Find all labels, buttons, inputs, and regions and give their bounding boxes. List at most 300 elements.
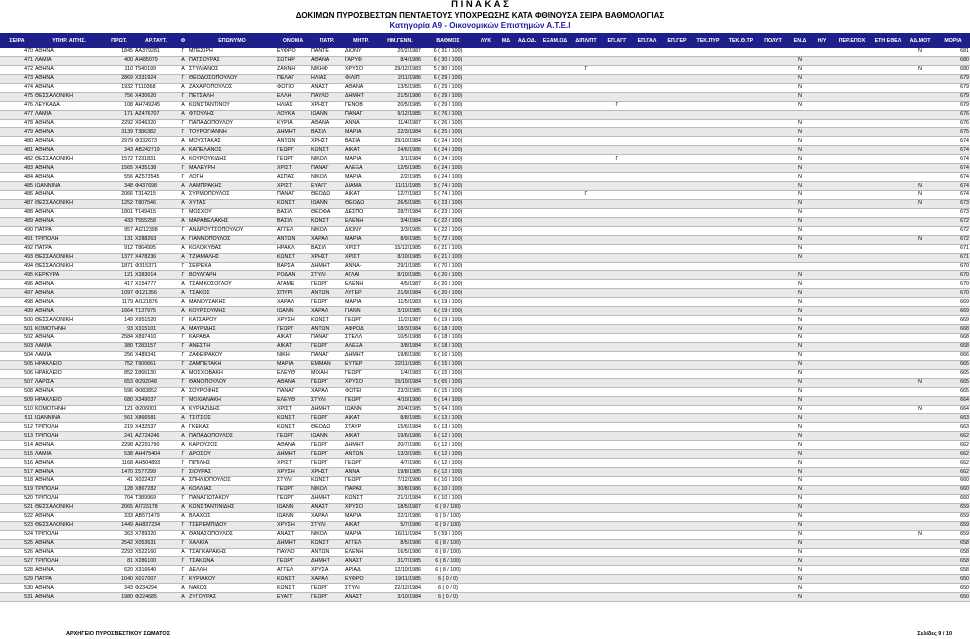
- table-cell: 670: [936, 262, 970, 271]
- table-cell: [498, 557, 514, 566]
- table-cell: 483: [0, 164, 34, 173]
- table-cell: 485: [0, 182, 34, 191]
- table-cell: [498, 173, 514, 182]
- column-header: ΕΠ.ΓΕΡ: [662, 33, 692, 48]
- table-cell: [498, 459, 514, 468]
- table-cell: 673: [936, 199, 970, 208]
- table-cell: 524: [0, 530, 34, 539]
- table-cell: Χ349037: [134, 396, 178, 405]
- table-cell: ΔΙΟΝΥ: [344, 226, 378, 235]
- table-cell: 1932: [104, 83, 134, 92]
- table-cell: 668: [936, 334, 970, 343]
- table-cell: ΑΑ379281: [134, 48, 178, 56]
- table-cell: 2584: [104, 334, 134, 343]
- table-cell: ΠΑΝΑΓΙΩΤΑΚΟΥ: [188, 494, 276, 503]
- table-cell: [724, 575, 758, 584]
- table-cell: [872, 530, 904, 539]
- table-cell: [498, 503, 514, 512]
- table-cell: Α: [178, 199, 188, 208]
- table-cell: Ν: [788, 155, 812, 164]
- table-cell: [570, 289, 602, 298]
- table-cell: [872, 101, 904, 110]
- table-cell: [832, 298, 872, 307]
- table-cell: 1470: [104, 468, 134, 477]
- table-cell: 680: [104, 396, 134, 405]
- table-cell: [724, 441, 758, 450]
- table-cell: 527: [0, 557, 34, 566]
- table-cell: [540, 369, 570, 378]
- table-cell: 81: [104, 557, 134, 566]
- table-cell: ΓΕΩΡΓ: [276, 494, 310, 503]
- table-cell: Ν: [904, 48, 936, 56]
- table-cell: ΧΡΥΣΗ: [276, 521, 310, 530]
- table-cell: [872, 548, 904, 557]
- table-cell: Χ435138: [134, 164, 178, 173]
- table-cell: [872, 423, 904, 432]
- table-cell: Ν: [788, 485, 812, 494]
- table-cell: 650: [936, 584, 970, 593]
- table-cell: [498, 334, 514, 343]
- table-cell: 6 ( 12 / 100): [422, 441, 474, 450]
- table-cell: [474, 378, 498, 387]
- table-row: [0, 65, 970, 74]
- table-cell: [832, 155, 872, 164]
- table-cell: [692, 262, 724, 271]
- table-cell: Ν: [788, 307, 812, 316]
- table-cell: ΑΘΗΝΑ: [34, 65, 104, 74]
- table-cell: [474, 83, 498, 92]
- table-cell: Α: [178, 477, 188, 486]
- table-cell: ΧΡΗΣΤ: [310, 101, 344, 110]
- table-cell: Γ: [178, 342, 188, 351]
- table-cell: Ν: [788, 351, 812, 360]
- table-cell: [474, 521, 498, 530]
- table-cell: [540, 485, 570, 494]
- table-cell: [632, 387, 662, 396]
- table-cell: [812, 307, 832, 316]
- table-cell: ΑΘΑΝΑ: [310, 56, 344, 65]
- table-cell: [758, 459, 788, 468]
- table-cell: [570, 74, 602, 83]
- table-row: [0, 110, 970, 119]
- table-cell: [692, 441, 724, 450]
- table-cell: [692, 164, 724, 173]
- table-cell: ΑΝΤΩΝ: [310, 325, 344, 334]
- table-cell: [758, 92, 788, 101]
- table-cell: [602, 477, 632, 486]
- table-cell: [570, 56, 602, 65]
- table-cell: 476: [0, 101, 34, 110]
- table-cell: Α: [178, 253, 188, 262]
- table-cell: [602, 137, 632, 146]
- table-cell: [692, 566, 724, 575]
- table-cell: 513: [0, 432, 34, 441]
- table-cell: [812, 48, 832, 56]
- table-row: [0, 199, 970, 208]
- table-cell: [570, 450, 602, 459]
- table-cell: ΜΙΧΑΗ: [310, 369, 344, 378]
- table-cell: [602, 441, 632, 450]
- table-cell: [692, 396, 724, 405]
- table-cell: Ν: [788, 512, 812, 521]
- table-cell: [498, 378, 514, 387]
- table-cell: [724, 494, 758, 503]
- table-cell: ΧΑΡΑΛ: [310, 307, 344, 316]
- table-cell: [724, 56, 758, 65]
- table-cell: Χ053631: [134, 539, 178, 548]
- table-cell: [812, 575, 832, 584]
- table-cell: ΚΑΡΑΒΑ: [188, 334, 276, 343]
- table-cell: [474, 244, 498, 253]
- table-cell: ΗΛΙΑΣ: [310, 74, 344, 83]
- table-cell: 2292: [104, 119, 134, 128]
- table-cell: [812, 351, 832, 360]
- table-cell: ΙΩΑΝΝ: [310, 432, 344, 441]
- table-cell: [632, 164, 662, 173]
- table-cell: 523: [0, 521, 34, 530]
- table-cell: ΑΗ749245: [134, 101, 178, 110]
- table-cell: [692, 342, 724, 351]
- table-cell: [540, 387, 570, 396]
- table-row: [0, 360, 970, 369]
- table-cell: [498, 477, 514, 486]
- table-cell: ΑΝΤΩΝ: [344, 450, 378, 459]
- table-cell: 333: [104, 512, 134, 521]
- table-cell: Χ286100: [134, 557, 178, 566]
- table-cell: [758, 351, 788, 360]
- table-cell: [692, 405, 724, 414]
- table-cell: [662, 325, 692, 334]
- table-cell: 650: [936, 593, 970, 602]
- table-cell: [570, 387, 602, 396]
- table-cell: [662, 557, 692, 566]
- table-cell: [498, 307, 514, 316]
- table-cell: [872, 414, 904, 423]
- table-cell: ΓΕΝΟΒ: [344, 101, 378, 110]
- table-cell: Φ315371: [134, 262, 178, 271]
- table-cell: Α: [178, 56, 188, 65]
- table-cell: [632, 48, 662, 56]
- table-cell: ΛΑΜΙΑ: [34, 110, 104, 119]
- table-cell: ΚΥΡΙΑΖΙΔΗΣ: [188, 405, 276, 414]
- table-cell: [498, 191, 514, 200]
- table-cell: ΑΘΑΝΑ: [276, 378, 310, 387]
- table-cell: [832, 137, 872, 146]
- column-header: ΠΟΛΥΤ: [758, 33, 788, 48]
- table-cell: [832, 65, 872, 74]
- table-cell: [904, 369, 936, 378]
- table-cell: ΦΩΤΕΙ: [344, 387, 378, 396]
- table-cell: Α: [178, 405, 188, 414]
- table-cell: ΓΕΩΡΓ: [310, 342, 344, 351]
- table-cell: [724, 342, 758, 351]
- table-cell: ΕΛΕΝΗ: [344, 548, 378, 557]
- table-cell: ΓΙΑΝΝ: [344, 307, 378, 316]
- table-cell: 486: [0, 191, 34, 200]
- table-cell: ΓΕΩΡΓ: [310, 450, 344, 459]
- table-cell: ΓΕΩΡΓ: [310, 459, 344, 468]
- table-cell: [602, 432, 632, 441]
- table-cell: [812, 119, 832, 128]
- table-cell: ΑΘΗΝΑ: [34, 164, 104, 173]
- table-cell: 121: [104, 271, 134, 280]
- table-cell: Τ864995: [134, 244, 178, 253]
- table-cell: ΛΟΥΚΑ: [276, 110, 310, 119]
- table-cell: Γ: [178, 494, 188, 503]
- table-cell: Τ389969: [134, 494, 178, 503]
- table-cell: 6 ( 12 / 100): [422, 450, 474, 459]
- table-cell: [570, 307, 602, 316]
- table-cell: [474, 128, 498, 137]
- table-cell: 121: [104, 405, 134, 414]
- column-header: Η/Υ: [812, 33, 832, 48]
- table-cell: [758, 128, 788, 137]
- table-cell: ΑΘΗΝΑ: [34, 387, 104, 396]
- table-cell: Α: [178, 244, 188, 253]
- table-cell: ΑΝΑΣΤ: [310, 503, 344, 512]
- table-cell: 487: [0, 199, 34, 208]
- table-cell: ΣΤΥΛΙ: [310, 396, 344, 405]
- table-cell: [498, 271, 514, 280]
- table-cell: Γ: [178, 262, 188, 271]
- table-cell: ΔΗΜΗΤ: [310, 405, 344, 414]
- table-cell: [474, 566, 498, 575]
- table-cell: Ν: [788, 369, 812, 378]
- table-row: [0, 173, 970, 182]
- table-cell: [662, 575, 692, 584]
- table-cell: 363: [104, 530, 134, 539]
- table-row: [0, 217, 970, 226]
- table-cell: [570, 235, 602, 244]
- table-cell: [832, 48, 872, 56]
- footer-page-number: Σελίδες 9 / 10: [917, 631, 952, 637]
- table-cell: [632, 575, 662, 584]
- table-cell: [474, 539, 498, 548]
- column-header: ΜΔ: [498, 33, 514, 48]
- table-cell: ΧΡΗΣΤ: [310, 468, 344, 477]
- table-row: [0, 307, 970, 316]
- table-cell: 4/10/1986: [378, 396, 422, 405]
- table-row: [0, 423, 970, 432]
- table-row: [0, 298, 970, 307]
- table-cell: [602, 92, 632, 101]
- table-cell: ΑΙΚΑΤ: [344, 432, 378, 441]
- table-cell: [662, 530, 692, 539]
- table-cell: [514, 262, 540, 271]
- table-cell: [602, 414, 632, 423]
- table-cell: [540, 441, 570, 450]
- table-cell: ΤΡΙΠΟΛΗ: [34, 432, 104, 441]
- table-cell: [632, 548, 662, 557]
- table-cell: ΚΕΡΚΥΡΑ: [34, 271, 104, 280]
- table-row: [0, 494, 970, 503]
- table-cell: 21/5/1986: [378, 92, 422, 101]
- table-cell: [812, 512, 832, 521]
- table-cell: 501: [0, 325, 34, 334]
- table-cell: [514, 146, 540, 155]
- table-cell: [474, 280, 498, 289]
- table-cell: ΑΗ504893: [134, 459, 178, 468]
- table-cell: Ν: [788, 101, 812, 110]
- table-cell: [540, 521, 570, 530]
- table-cell: [692, 83, 724, 92]
- table-cell: [474, 119, 498, 128]
- table-cell: [514, 485, 540, 494]
- table-cell: Τ231831: [134, 155, 178, 164]
- table-cell: [832, 316, 872, 325]
- table-cell: Α: [178, 530, 188, 539]
- table-cell: [872, 468, 904, 477]
- table-cell: [872, 253, 904, 262]
- table-cell: [812, 65, 832, 74]
- table-cell: [514, 441, 540, 450]
- table-cell: [692, 584, 724, 593]
- table-cell: [692, 485, 724, 494]
- table-cell: [540, 262, 570, 271]
- table-cell: [812, 342, 832, 351]
- table-cell: 519: [0, 485, 34, 494]
- table-cell: [498, 128, 514, 137]
- table-cell: [498, 316, 514, 325]
- table-cell: [540, 217, 570, 226]
- table-cell: [724, 137, 758, 146]
- table-cell: [758, 485, 788, 494]
- table-cell: [692, 110, 724, 119]
- table-cell: ΒΑΣΙΛ: [276, 217, 310, 226]
- table-cell: [812, 208, 832, 217]
- table-cell: [540, 530, 570, 539]
- table-cell: [540, 110, 570, 119]
- table-cell: Α: [178, 584, 188, 593]
- table-cell: ΖΑΜΠΕΤΑΚΗ: [188, 360, 276, 369]
- column-header: ΛΥΚ: [474, 33, 498, 48]
- table-cell: [632, 351, 662, 360]
- table-cell: [632, 128, 662, 137]
- table-cell: ΑΘΑΝΑ: [344, 83, 378, 92]
- table-cell: [812, 530, 832, 539]
- table-cell: 510: [0, 405, 34, 414]
- table-cell: [662, 423, 692, 432]
- table-cell: ΑΖ476707: [134, 110, 178, 119]
- table-cell: 506: [0, 369, 34, 378]
- table-cell: [812, 217, 832, 226]
- table-cell: ΠΑΝΑΓ: [310, 164, 344, 173]
- table-cell: 6 ( 29 / 100): [422, 74, 474, 83]
- table-cell: ΔΕΣΠΟ: [344, 208, 378, 217]
- table-cell: [832, 387, 872, 396]
- table-cell: [540, 557, 570, 566]
- table-cell: ΒΑΡΣΑ: [276, 262, 310, 271]
- table-row: [0, 119, 970, 128]
- table-cell: 520: [0, 494, 34, 503]
- table-cell: [632, 405, 662, 414]
- table-cell: [904, 244, 936, 253]
- table-cell: [872, 494, 904, 503]
- table-cell: Α: [178, 512, 188, 521]
- table-cell: ΤΣΑΚΟΣ: [188, 289, 276, 298]
- table-cell: ΑΘΗΝΑ: [34, 119, 104, 128]
- table-cell: 2979: [104, 137, 134, 146]
- table-cell: 660: [936, 477, 970, 486]
- table-cell: [788, 262, 812, 271]
- table-cell: [514, 342, 540, 351]
- table-cell: ΓΕΩΡΓ: [276, 432, 310, 441]
- table-cell: [514, 530, 540, 539]
- table-cell: ΝΙΚΗΦ: [310, 65, 344, 74]
- table-cell: [662, 584, 692, 593]
- table-cell: [724, 101, 758, 110]
- table-cell: [812, 485, 832, 494]
- table-cell: 6 ( 10 / 100): [422, 485, 474, 494]
- table-cell: [758, 137, 788, 146]
- table-cell: [812, 235, 832, 244]
- table-cell: [692, 387, 724, 396]
- table-cell: Ν: [788, 199, 812, 208]
- table-cell: ΧΡΗΣΤ: [310, 253, 344, 262]
- table-row: [0, 468, 970, 477]
- table-cell: [692, 548, 724, 557]
- table-cell: [514, 503, 540, 512]
- table-cell: [662, 65, 692, 74]
- table-cell: [692, 307, 724, 316]
- table-cell: [602, 182, 632, 191]
- table-cell: 499: [0, 307, 34, 316]
- table-cell: ΖΑΝΝΗ: [276, 65, 310, 74]
- table-cell: [812, 128, 832, 137]
- table-cell: ΕΛΛΗ: [276, 92, 310, 101]
- table-cell: [514, 584, 540, 593]
- table-cell: [602, 557, 632, 566]
- table-cell: 514: [0, 441, 34, 450]
- table-cell: [570, 316, 602, 325]
- table-cell: ΑΡΙΑΔ: [344, 566, 378, 575]
- table-cell: ΙΩΑΝΝ: [344, 405, 378, 414]
- table-cell: [662, 244, 692, 253]
- table-cell: [498, 280, 514, 289]
- table-cell: Α: [178, 101, 188, 110]
- table-cell: 482: [0, 155, 34, 164]
- table-cell: [570, 414, 602, 423]
- table-body: [0, 48, 970, 602]
- table-cell: [514, 405, 540, 414]
- table-cell: [662, 119, 692, 128]
- table-cell: [514, 244, 540, 253]
- column-header: ΕΞΑΜ.ΟΔ: [540, 33, 570, 48]
- table-cell: [570, 146, 602, 155]
- column-header: Φ: [178, 33, 188, 48]
- table-cell: ΑΓΓΕΛ: [276, 566, 310, 575]
- column-header: ΗΜ.ΓΕΝΝ.: [378, 33, 422, 48]
- table-cell: [474, 360, 498, 369]
- table-cell: [662, 342, 692, 351]
- table-cell: [812, 459, 832, 468]
- table-cell: ΓΕΩΡΓ: [310, 298, 344, 307]
- table-cell: [570, 566, 602, 575]
- table-cell: [832, 369, 872, 378]
- table-cell: 668: [936, 342, 970, 351]
- table-cell: [724, 280, 758, 289]
- table-cell: [788, 110, 812, 119]
- table-cell: Γ: [178, 119, 188, 128]
- table-cell: [540, 351, 570, 360]
- table-cell: [758, 83, 788, 92]
- table-cell: 670: [936, 289, 970, 298]
- table-cell: [872, 262, 904, 271]
- table-cell: [474, 441, 498, 450]
- table-cell: [514, 414, 540, 423]
- table-cell: [602, 164, 632, 173]
- table-cell: [904, 566, 936, 575]
